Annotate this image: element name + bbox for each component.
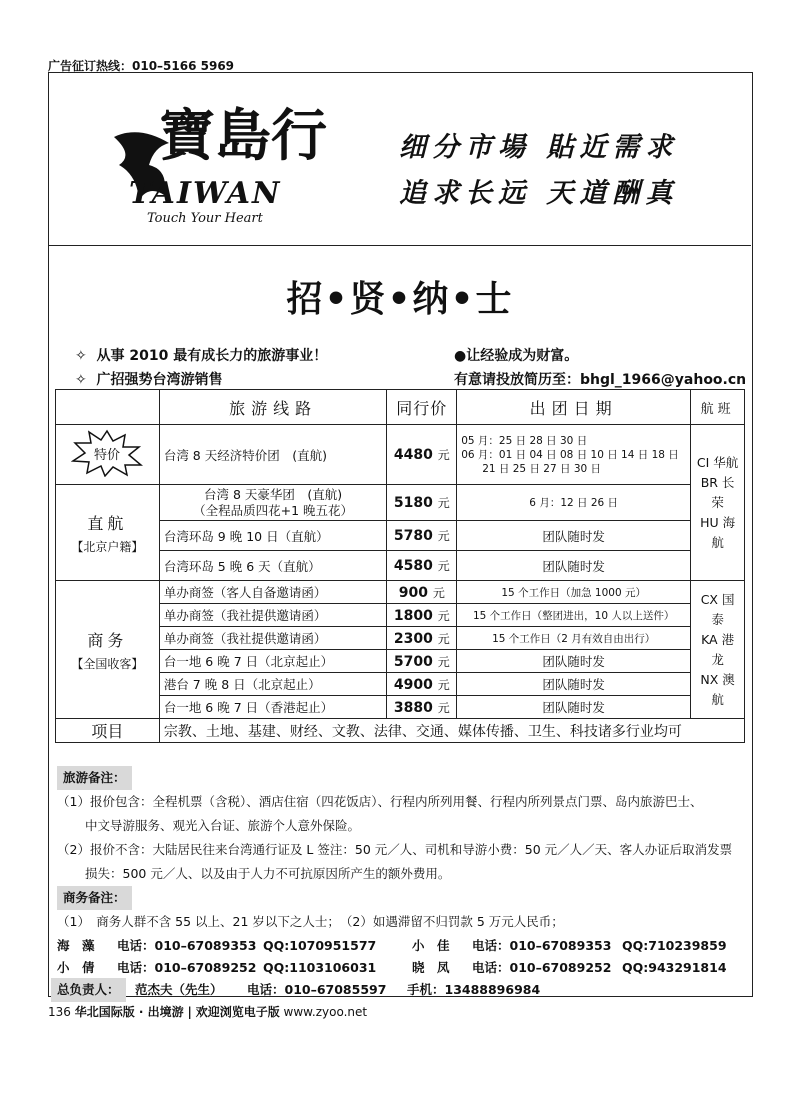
date-cell: 团队随时发 bbox=[457, 673, 691, 696]
header-price: 同行价 bbox=[387, 390, 457, 425]
table-row bbox=[56, 604, 745, 627]
price-cell: 1800 元 bbox=[387, 604, 457, 627]
slogan-line-2: 追求长远 天道酬真 bbox=[399, 178, 679, 209]
price-cell: 5180 元 bbox=[387, 485, 457, 521]
date-cell: 15 个工作日（加急 1000 元） bbox=[457, 581, 691, 604]
date-cell: 团队随时发 bbox=[457, 696, 691, 719]
travel-notes-heading: 旅游备注： bbox=[57, 766, 132, 790]
manager-row bbox=[57, 978, 747, 1000]
contact-tel: 电话：010–67089353 bbox=[472, 938, 612, 953]
contact-name: 小 佳 bbox=[412, 938, 450, 953]
route-cell: 港台 7 晚 8 日（北京起止） bbox=[159, 673, 387, 696]
footer-promo: 欢迎浏览电子版 bbox=[195, 1005, 280, 1019]
ad-hotline: 广告征订热线：010–5166 5969 bbox=[48, 59, 235, 73]
logo-tagline: Touch Your Heart bbox=[147, 211, 263, 225]
page-footer bbox=[48, 1003, 367, 1020]
route-cell: 单办商签（我社提供邀请函） bbox=[159, 604, 387, 627]
table-row bbox=[56, 425, 745, 485]
table-row bbox=[56, 673, 745, 696]
contact-tel: 电话：010–67089252 bbox=[117, 960, 257, 975]
project-row bbox=[56, 719, 745, 743]
route-cell: 台湾环岛 5 晚 6 天（直航） bbox=[159, 551, 387, 581]
header-blank bbox=[56, 390, 160, 425]
price-cell: 3880 元 bbox=[387, 696, 457, 719]
table-row bbox=[56, 627, 745, 650]
bullet-4-email: 有意请投放简历至：bhgl_1966@yahoo.cn bbox=[454, 372, 747, 388]
contact-qq: QQ:710239859 bbox=[622, 938, 727, 953]
logo bbox=[109, 95, 349, 225]
contact-qq: QQ:1070951577 bbox=[263, 938, 377, 953]
route-cell: 台湾 8 天豪华团 (直航) （全程品质四花+1 晚五花） bbox=[159, 485, 387, 521]
footer-section: 华北国际版 · 出境游 bbox=[74, 1005, 184, 1019]
route-cell: 台湾 8 天经济特价团 (直航) bbox=[159, 425, 387, 485]
logo-en-text: TAIWAN bbox=[129, 176, 282, 211]
page-title: 招•贤•纳•士 bbox=[286, 279, 514, 320]
contact-tel: 电话：010–67089252 bbox=[472, 960, 612, 975]
bullet-1: ✧ 从事 2010 最有成长力的旅游事业！ bbox=[75, 348, 328, 364]
date-cell: 15 个工作日（2 月有效自由出行） bbox=[457, 627, 691, 650]
contact-qq: QQ:1103106031 bbox=[263, 960, 377, 975]
price-cell: 4900 元 bbox=[387, 673, 457, 696]
price-cell: 2300 元 bbox=[387, 627, 457, 650]
price-cell: 5700 元 bbox=[387, 650, 457, 673]
direct-category-cell: 直航 【北京户籍】 bbox=[56, 485, 160, 581]
date-cell: 团队随时发 bbox=[457, 650, 691, 673]
contact-qq: QQ:943291814 bbox=[622, 960, 727, 975]
notes-section bbox=[57, 766, 747, 1000]
starburst-icon bbox=[71, 429, 143, 477]
footer-url-link[interactable]: www.zyoo.net bbox=[283, 1005, 368, 1019]
business-category-cell: 商务 【全国收客】 bbox=[56, 581, 160, 719]
date-cell: 团队随时发 bbox=[457, 551, 691, 581]
date-cell: 05 月：25 日 28 日 30 日 06 月：01 日 04 日 08 日 10 日 14 日 18 日 21 日 25 日 27 日 30 日 bbox=[457, 425, 691, 485]
travel-note-1a: （1）报价包含：全程机票（含税）、酒店住宿（四花饭店）、行程内所列用餐、行程内所列景点门票、岛内旅游巴士、 bbox=[57, 794, 703, 809]
contact-tel: 电话：010–67089353 bbox=[117, 938, 257, 953]
business-note-1: （1） 商务人群不含 55 以上、21 岁以下之人士； （2）如遇滞留不归罚款 5 万元人民币； bbox=[57, 914, 564, 929]
route-table bbox=[55, 389, 745, 743]
diamond-icon: ✧ bbox=[75, 372, 87, 388]
slogan-line-1: 细分市場 貼近需求 bbox=[399, 132, 679, 163]
route-cell: 台湾环岛 9 晚 10 日（直航） bbox=[159, 521, 387, 551]
project-label: 项目 bbox=[56, 719, 160, 743]
contact-name: 小 倩 bbox=[57, 960, 95, 975]
table-row bbox=[56, 650, 745, 673]
table-row bbox=[56, 485, 745, 521]
page-number: 136 bbox=[48, 1005, 71, 1019]
contact-row-2 bbox=[57, 956, 747, 978]
business-notes-heading: 商务备注： bbox=[57, 886, 132, 910]
price-cell: 4480 元 bbox=[387, 425, 457, 485]
bullet-2: ✧ 广招强势台湾游销售 bbox=[75, 372, 223, 388]
header-flight: 航班 bbox=[691, 390, 745, 425]
special-badge-cell bbox=[56, 425, 160, 485]
table-header-row bbox=[56, 390, 745, 425]
price-cell: 5780 元 bbox=[387, 521, 457, 551]
contact-name: 晓 凤 bbox=[412, 960, 450, 975]
brush-logo-icon bbox=[109, 95, 349, 225]
contact-row-1 bbox=[57, 934, 747, 956]
logo-cn-text: 寶島行 bbox=[159, 103, 327, 169]
price-cell: 4580 元 bbox=[387, 551, 457, 581]
route-cell: 台一地 6 晚 7 日（香港起止） bbox=[159, 696, 387, 719]
project-text: 宗教、土地、基建、财经、文教、法律、交通、媒体传播、卫生、科技诸多行业均可 bbox=[159, 719, 744, 743]
flight-cell-1: CI 华航 BR 长荣 HU 海航 bbox=[691, 425, 745, 581]
flight-cell-2: CX 国泰 KA 港龙 NX 澳航 bbox=[691, 581, 745, 719]
diamond-icon: ✧ bbox=[75, 348, 87, 364]
travel-note-2a: （2）报价不含：大陆居民往来台湾通行证及 L 签注：50 元／人、司机和导游小费：50 元／人／天、客人办证后取消发票 bbox=[57, 842, 733, 857]
table-row bbox=[56, 696, 745, 719]
travel-note-1b: 中文导游服务、观光入台证、旅游个人意外保险。 bbox=[85, 818, 361, 833]
special-label: 特价 bbox=[94, 448, 121, 463]
contact-name: 海 藻 bbox=[57, 938, 95, 953]
table-row bbox=[56, 551, 745, 581]
footer-separator: | bbox=[187, 1005, 192, 1019]
manager-label: 总负责人： bbox=[51, 978, 126, 1002]
ad-frame bbox=[48, 72, 753, 997]
manager-name: 范杰夫（先生） bbox=[135, 982, 223, 997]
header-route: 旅游线路 bbox=[159, 390, 387, 425]
date-cell: 6 月：12 日 26 日 bbox=[457, 485, 691, 521]
date-cell: 15 个工作日（整团进出，10 人以上送件） bbox=[457, 604, 691, 627]
date-cell: 团队随时发 bbox=[457, 521, 691, 551]
table-row bbox=[56, 521, 745, 551]
header-date: 出团日期 bbox=[457, 390, 691, 425]
manager-mobile: 手机：13488896984 bbox=[407, 982, 541, 997]
bullet-3: ●让经验成为财富。 bbox=[454, 348, 579, 364]
route-cell: 单办商签（客人自备邀请函） bbox=[159, 581, 387, 604]
price-cell: 900 元 bbox=[387, 581, 457, 604]
header-band bbox=[49, 73, 751, 246]
manager-tel: 电话：010–67085597 bbox=[247, 982, 387, 997]
table-row bbox=[56, 581, 745, 604]
route-cell: 单办商签（我社提供邀请函） bbox=[159, 627, 387, 650]
travel-note-2b: 损失：500 元／人、以及由于人力不可抗原因所产生的额外费用。 bbox=[85, 866, 451, 881]
route-cell: 台一地 6 晚 7 日（北京起止） bbox=[159, 650, 387, 673]
